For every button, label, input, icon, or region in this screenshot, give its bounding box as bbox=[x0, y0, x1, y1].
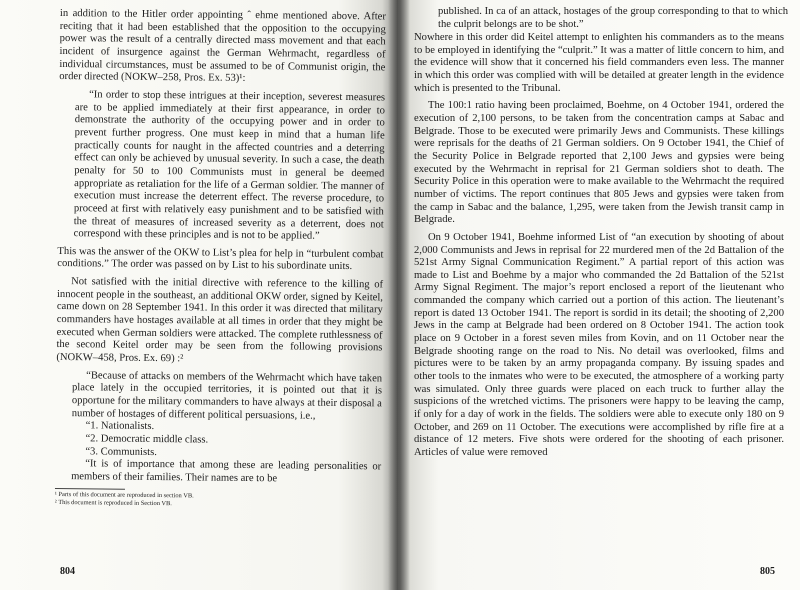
paragraph: Not satisfied with the initial directive with reference to the killing of innocent people in the southeast, an additional OKW order, signed by Keitel, came down on 28 September 1941. In this order it was directed that military commanders have hostages available at all times in order that they might be executed when German soldiers were attacked. The complete ruthlessness of the second Keitel order may be seen from the following provisions (NOKW–458, Pros. Ex. 69) :² bbox=[56, 276, 384, 365]
paragraph: Nowhere in this order did Keitel attempt to enlighten his commanders as to the means to be employed in identifying the “culprit.” It was a matter of little concern to him, and the evidence will show that it concerned his field commanders even less. The manner in which this order was complied with will be detailed at greater length in the evidence which is presented to the Tribunal. bbox=[414, 32, 784, 94]
paragraph: in addition to the Hitler order appointing ˆ ehme mentioned above. After reciting that it had been established that the opposition to the occupying power was the result of a centrally directed mass movement and that each incident of insurgence against the German Wehrmacht, regardless of individual circumstances, must be assumed to be of Communist origin, the order directed (NOKW–258, Pros. Ex. 53)¹: bbox=[59, 8, 386, 85]
paragraph: The 100:1 ratio having been proclaimed, Boehme, on 4 October 1941, ordered the execution of 2,100 persons, to be taken from the concentration camps at Sabac and Belgrade. Those to be executed were primarily Jews and Communists. These killings were reprisals for the deaths of 21 German soldiers. On 9 October 1941, the Chief of the Security Police in Belgrade reported that 2,100 Jews and gypsies were being executed by the Wehrmacht in reprisal for 21 German soldiers shot to death. The Security Police in this operation were to make available to the Wehrmacht the required number of victims. The report continues that 805 Jews and gypsies were taken from the camp in Sabac and the balance, 1,295, were taken from the Jewish transit camp in Belgrade. bbox=[414, 100, 784, 226]
hostage-list bbox=[85, 421, 381, 462]
list-item: “2. Democratic middle class. bbox=[85, 433, 209, 446]
quoted-order: “It is of importance that among these are leading personalities or members of their families. Their names are to be bbox=[71, 458, 382, 485]
footnote: ² This document is reproduced in Section VB. bbox=[54, 498, 172, 507]
left-page bbox=[0, 0, 398, 590]
footnote: ¹ Parts of this document are reproduced in section VB. bbox=[54, 490, 194, 500]
quoted-order-continued: published. In ca of an attack, hostages of the group corresponding to that to which the culprit belongs are to be shot.” bbox=[438, 6, 788, 30]
quoted-order: “Because of attacks on members of the Wehrmacht which have taken place lately in the occupied territories, it is pointed out that it is opportune for the military commanders to have always at their disposal a number of hostages of different political persuasions, i.e., bbox=[71, 370, 383, 422]
list-item: “1. Nationalists. bbox=[85, 420, 155, 433]
right-page bbox=[398, 0, 800, 590]
quoted-order: “In order to stop these intrigues at their inception, severest measures are to be applied immediately at their first appearance, in order to demonstrate the authority of the occupying power and in order to prevent further progress. One must keep in mind that a human life practically counts for naught in the affected countries and a deterring effect can only be achieved by unusual severity. In such a case, the death penalty for 50 to 100 Communists must in general be deemed appropriate as retaliation for the life of a German soldier. The manner of execution must increase the deterrent effect. The reverse procedure, to proceed at first with relatively easy punishment and to be satisfied with the threat of measures of increased severity as a deterrent, does not correspond with these principles and is not to be applied.” bbox=[73, 89, 386, 242]
right-page-text bbox=[414, 32, 784, 460]
book-gutter-shadow bbox=[388, 0, 410, 590]
page-number: 804 bbox=[60, 566, 75, 577]
paragraph: On 9 October 1941, Boehme informed List of “an execution by shooting of about 2,000 Communists and Jews in reprisal for 22 murdered men of the 2d Battalion of the 521st Army Signal Communication Regiment.” A partial report of this action was made to List and Boehme by a major who commanded the 2d Battalion of the 521st Army Signal Regiment. The major’s report enclosed a report of the lieutenant who commanded the company which carried out a portion of this action. The lieutenant’s report is dated 13 October 1941. The report is sordid in its detail; the shooting of 2,200 Jews in the camp at Belgrade had been ordered on 8 October 1941. The action took place on 9 October in a forest seven miles from Kovin, and on 11 October near the Belgrade shooting range on the road to Nis. No detail was overlooked, films and pictures were to be taken by an army propaganda company. By issuing spades and other tools to the inmates who were to be executed, the atmosphere of a working party was simulated. Only three guards were placed on each truck to further allay the suspicions of the wretched victims. The prisoners were happy to be leaving the camp, if only for a day of work in the fields. The soldiers were able to execute only 180 on 9 October, and 269 on 11 October. The executions were accomplished by rifle fire at a distance of 12 meters. Five shots were ordered for the shooting of each prisoner. Articles of value were removed bbox=[414, 231, 784, 458]
page-number: 805 bbox=[760, 566, 775, 577]
paragraph: This was the answer of the OKW to List’s plea for help in “turbulent combat conditions.” The order was passed on by List to his subordinate units. bbox=[57, 245, 384, 273]
list-item: “3. Communists. bbox=[85, 445, 157, 458]
footnote-rule bbox=[55, 488, 125, 490]
left-page-text bbox=[55, 8, 386, 510]
